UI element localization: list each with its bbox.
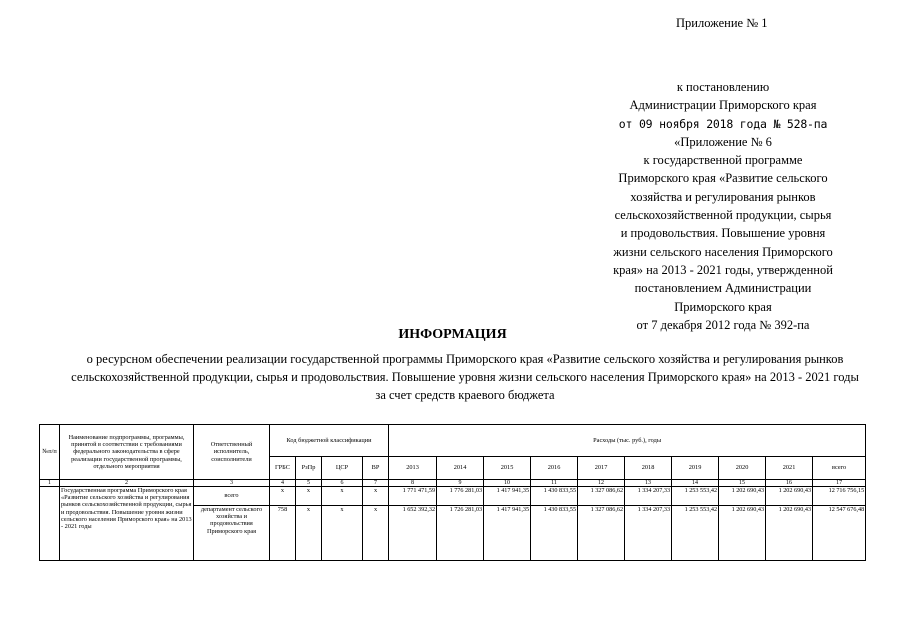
vr-cell: x [363, 506, 389, 561]
header-number: №п/п [40, 425, 60, 480]
program-name-cell: Государственная программа Приморского края «Развитие сельского хозяйства и регулирования рынков сельскохозяйственной продукции, сырья и продовольствия. Повышение уровня жизни сельского населения Приморского края» на 2013 - 2021 годы [60, 487, 194, 561]
amount-cell: 1 327 086,62 [578, 506, 625, 561]
amount-cell: 1 202 690,43 [719, 506, 766, 561]
resource-table [39, 424, 866, 561]
amount-cell: 1 253 553,42 [672, 487, 719, 506]
header-year: 2014 [437, 457, 484, 480]
header-year: 2017 [578, 457, 625, 480]
document-heading: ИНФОРМАЦИЯ [398, 327, 507, 342]
header-csr: ЦСР [322, 457, 363, 480]
amount-cell: 1 334 207,33 [625, 506, 672, 561]
rzpr-cell: x [296, 487, 322, 506]
appendix-line: хозяйства и регулирования рынков [630, 189, 816, 204]
amount-cell: 1 430 833,55 [531, 506, 578, 561]
document-subheading: о ресурсном обеспечении реализации государственной программы Приморского края «Развитие сельского хозяйства и регулирования рынков сельскохозяйственной продукции, сырья и продовольствия. Повышение уровня жизни сельского населения Приморского края» на 2013 - 2021 годы за счет средств краевого бюджета [71, 352, 859, 402]
appendix-line: от 7 декабря 2012 года № 392-па [636, 317, 810, 332]
csr-cell: x [322, 506, 363, 561]
grbs-cell: x [270, 487, 296, 506]
amount-cell: 1 652 392,32 [389, 506, 437, 561]
column-index: 9 [437, 480, 484, 487]
amount-cell: 1 417 941,35 [484, 506, 531, 561]
rzpr-cell: x [296, 506, 322, 561]
header-budget-code: Код бюджетной классификации [270, 425, 389, 457]
header-responsible: Ответственный исполнитель, соисполнители [194, 425, 270, 480]
header-grbs: ГРБС [270, 457, 296, 480]
table-row [40, 487, 866, 506]
column-index: 1 [40, 480, 60, 487]
amount-cell: 1 334 207,33 [625, 487, 672, 506]
appendix-line: и продовольствия. Повышение уровня [620, 226, 826, 241]
amount-cell: 1 202 690,43 [719, 487, 766, 506]
total-cell: 12 547 676,48 [813, 506, 866, 561]
appendix-line: жизни сельского населения Приморского [613, 244, 833, 259]
column-index: 6 [322, 480, 363, 487]
header-year: 2021 [766, 457, 813, 480]
header-total: всего [813, 457, 866, 480]
column-index: 15 [719, 480, 766, 487]
header-rzpr: РзПр [296, 457, 322, 480]
header-year: 2020 [719, 457, 766, 480]
column-index: 2 [60, 480, 194, 487]
appendix-line: «Приложение № 6 [674, 134, 772, 149]
amount-cell: 1 776 281,03 [437, 487, 484, 506]
row-number-cell [40, 487, 60, 561]
amount-cell: 1 202 690,43 [766, 487, 813, 506]
responsible-cell: всего [194, 487, 270, 506]
amount-cell: 1 327 086,62 [578, 487, 625, 506]
column-index: 5 [296, 480, 322, 487]
column-index: 11 [531, 480, 578, 487]
header-name: Наименование подпрограммы, программы, принятой в соответствии с требованиями федерального законодательства в сфере реализации государственной программы, отдельного мероприятия [60, 425, 194, 480]
header-year: 2013 [389, 457, 437, 480]
appendix-line: постановлением Администрации [634, 281, 812, 296]
column-index: 14 [672, 480, 719, 487]
appendix-line: Приморского края [674, 299, 772, 314]
column-index: 16 [766, 480, 813, 487]
column-index: 10 [484, 480, 531, 487]
responsible-cell: департамент сельского хозяйства и продовольствия Приморского края [194, 506, 270, 561]
appendix-reference [590, 78, 856, 334]
appendix-line: Администрации Приморского края [629, 98, 817, 113]
amount-cell: 1 771 471,59 [389, 487, 437, 506]
header-year: 2018 [625, 457, 672, 480]
amount-cell: 1 417 941,35 [484, 487, 531, 506]
header-expenses: Расходы (тыс. руб.), годы [389, 425, 866, 457]
vr-cell: x [363, 487, 389, 506]
column-index: 8 [389, 480, 437, 487]
appendix-line: к государственной программе [643, 153, 803, 168]
appendix-line: к постановлению [676, 80, 770, 94]
header-year: 2016 [531, 457, 578, 480]
grbs-cell: 758 [270, 506, 296, 561]
amount-cell: 1 430 833,55 [531, 487, 578, 506]
appendix-date-stamp: от 09 ноября 2018 года № 528-па [618, 116, 828, 131]
column-index: 7 [363, 480, 389, 487]
appendix-title: Приложение № 1 [676, 16, 768, 30]
amount-cell: 1 726 281,03 [437, 506, 484, 561]
column-index: 4 [270, 480, 296, 487]
column-index: 13 [625, 480, 672, 487]
total-cell: 12 716 756,15 [813, 487, 866, 506]
csr-cell: x [322, 487, 363, 506]
column-index: 17 [813, 480, 866, 487]
appendix-line: сельскохозяйственной продукции, сырья [614, 208, 832, 223]
appendix-line: края» на 2013 - 2021 годы, утвержденной [613, 262, 833, 277]
header-vr: ВР [363, 457, 389, 480]
amount-cell: 1 202 690,43 [766, 506, 813, 561]
header-year: 2019 [672, 457, 719, 480]
amount-cell: 1 253 553,42 [672, 506, 719, 561]
column-index: 12 [578, 480, 625, 487]
appendix-line: Приморского края «Развитие сельского [618, 171, 828, 186]
column-index: 3 [194, 480, 270, 487]
header-year: 2015 [484, 457, 531, 480]
